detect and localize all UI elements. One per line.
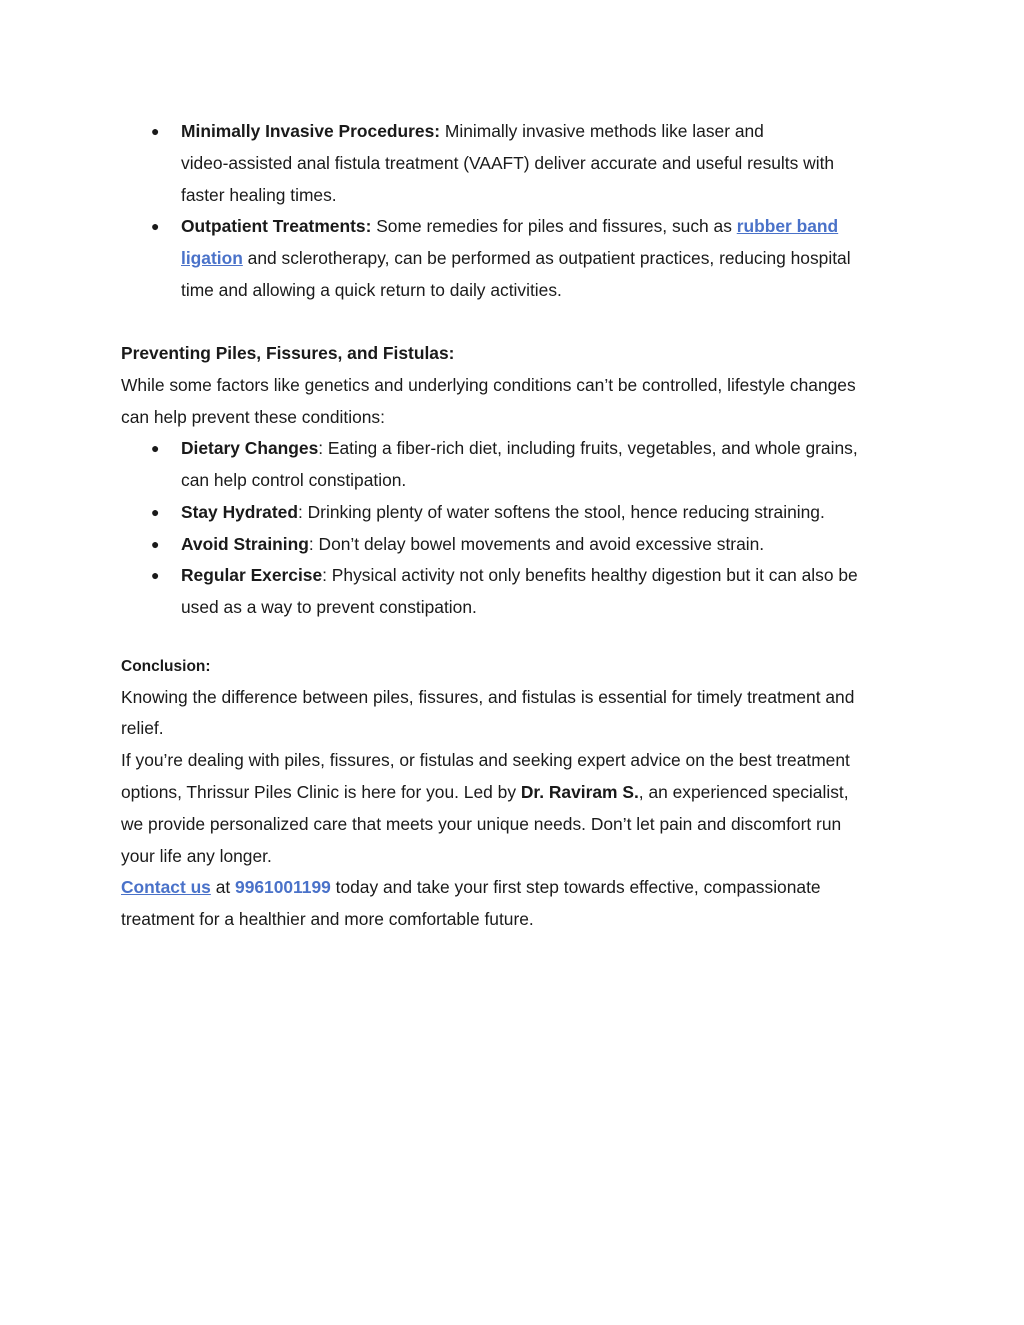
treatment-outpatient (181, 216, 838, 236)
treatment-text-line (181, 248, 851, 268)
prevention-item-label: Stay Hydrated (181, 502, 298, 522)
prevention-item-text: : Physical activity not only benefits healthy digestion but it can also be (322, 565, 858, 585)
treatment-text-line: video-assisted anal fistula treatment (VAAFT) deliver accurate and useful results with (181, 153, 835, 173)
rubber-band-ligation-link-continued[interactable]: ligation (181, 248, 243, 268)
contact-us-link[interactable]: Contact us (121, 877, 211, 897)
prevention-item-text: : Don’t delay bowel movements and avoid excessive strain. (308, 534, 765, 554)
contact-at-text: at (210, 877, 236, 897)
conclusion-text-line: your life any longer. (121, 846, 272, 866)
bullet-glyph: ● (151, 536, 160, 552)
prevention-item-text: : Eating a fiber-rich diet, including fruits, vegetables, and whole grains, (318, 438, 858, 458)
conclusion-text-line: If you’re dealing with piles, fissures, or fistulas and seeking expert advice on the best treatment (121, 750, 850, 770)
prevention-heading: Preventing Piles, Fissures, and Fistulas: (121, 343, 455, 363)
treatment-minimally-invasive (181, 121, 764, 141)
conclusion-text-line: relief. (121, 718, 164, 738)
bullet-glyph: ● (151, 218, 160, 234)
prevention-item-label: Dietary Changes (181, 438, 319, 458)
prevention-item-text-line: used as a way to prevent constipation. (181, 597, 477, 617)
doctor-name: Dr. Raviram S. (520, 782, 639, 802)
treatment-text: Some remedies for piles and fissures, such as (371, 216, 737, 236)
conclusion-text-line: we provide personalized care that meets your unique needs. Don’t let pain and discomfort run (121, 814, 842, 834)
conclusion-text-line: treatment for a healthier and more comfortable future. (121, 909, 534, 929)
bullet-glyph: ● (151, 440, 160, 456)
treatment-text: Minimally invasive methods like laser and (440, 121, 764, 141)
treatment-text-line: time and allowing a quick return to daily activities. (181, 280, 562, 300)
prevention-item-dietary (181, 438, 858, 458)
contact-line (121, 877, 821, 897)
conclusion-text: options, Thrissur Piles Clinic is here for you. Led by (121, 782, 521, 802)
prevention-item-straining (181, 534, 764, 554)
treatment-text: and sclerotherapy, can be performed as outpatient practices, reducing hospital (242, 248, 851, 268)
prevention-intro-line: can help prevent these conditions: (121, 407, 385, 427)
prevention-intro-line: While some factors like genetics and underlying conditions can’t be controlled, lifestyle changes (121, 375, 856, 395)
prevention-item-text: : Drinking plenty of water softens the stool, hence reducing straining. (297, 502, 825, 522)
prevention-item-exercise (181, 565, 858, 585)
conclusion-heading: Conclusion: (121, 658, 211, 675)
treatment-label: Minimally Invasive Procedures: (181, 121, 441, 141)
prevention-item-label: Regular Exercise (181, 565, 323, 585)
conclusion-text-line (121, 782, 849, 802)
contact-text: today and take your first step towards effective, compassionate (330, 877, 821, 897)
phone-number[interactable]: 9961001199 (235, 877, 331, 897)
bullet-glyph: ● (151, 123, 160, 139)
treatment-label: Outpatient Treatments: (181, 216, 372, 236)
conclusion-text-line: Knowing the difference between piles, fissures, and fistulas is essential for timely treatment and (121, 687, 855, 707)
rubber-band-ligation-link[interactable]: rubber band (736, 216, 839, 236)
conclusion-text: , an experienced specialist, (638, 782, 849, 802)
bullet-glyph: ● (151, 504, 160, 520)
treatment-text-line: faster healing times. (181, 185, 337, 205)
prevention-item-hydrated (181, 502, 825, 522)
prevention-item-label: Avoid Straining (181, 534, 309, 554)
bullet-glyph: ● (151, 567, 160, 583)
prevention-item-text-line: can help control constipation. (181, 470, 407, 490)
